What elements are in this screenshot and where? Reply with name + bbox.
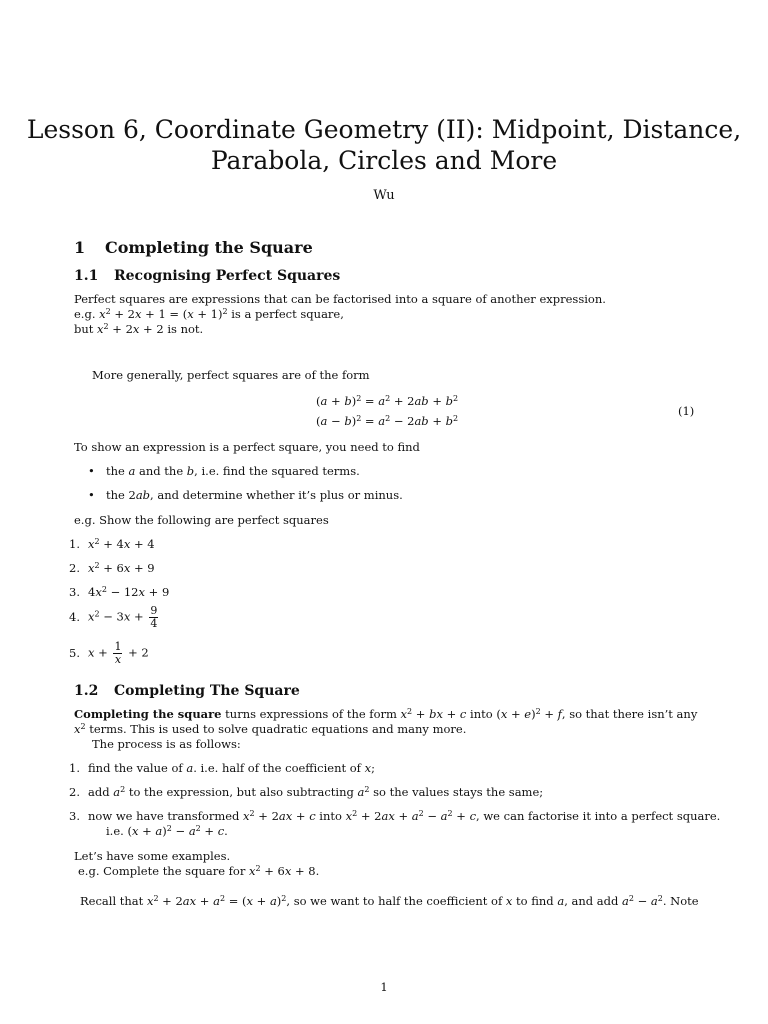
section-title: Completing the Square: [105, 238, 313, 257]
subsection-title: Recognising Perfect Squares: [114, 268, 341, 284]
paragraph-completing-square-line-1: Completing the square turns expressions of the form $x^2$ + bx + c into $(x + e)^2 + f$, so that there isn’t any: [74, 707, 698, 721]
paragraph-process: The process is as follows:: [92, 737, 241, 751]
fraction-nine-fourths: $\frac{9}{4}$: [150, 604, 158, 630]
list-item-3: 3. $4x^2 - 12x + 9$: [69, 585, 170, 599]
paper-title: [0, 114, 768, 176]
equation-number: (1): [678, 404, 695, 418]
page-number: 1: [380, 980, 388, 994]
subsection-heading-1-1: [74, 268, 340, 284]
step-item-3: 3. now we have transformed $x^2 + 2ax + c$ into $x^2 + 2ax + a^2 - a^2 + c$, we can factorise it into a perfect square.: [69, 809, 721, 823]
paragraph-more-generally: More generally, perfect squares are of the form: [92, 368, 370, 382]
author: Wu: [373, 188, 395, 203]
step-item-3-ie: i.e. $(x + a)^2 - a^2 + c$.: [106, 824, 228, 838]
fraction-one-over-x: $\frac{1}{x}$: [114, 640, 122, 666]
paragraph-recall: Recall that $x^2 + 2ax + a^2 = (x + a)^2$, so we want to half the coefficient of x to find a, and add $a^2 - a^2$. Note: [80, 894, 699, 908]
subsection-title: Completing The Square: [114, 683, 300, 699]
list-item-2: 2. $x^2 + 6x + 9$: [69, 561, 155, 575]
title-line-1: Lesson 6, Coordinate Geometry (II): Midpoint, Distance,: [26, 115, 742, 144]
example-perfect-square: e.g. $x^2 + 2x + 1 = (x + 1)^2$ is a perfect square,: [74, 307, 344, 321]
list-item-5: 5. x + $\frac{1}{x}$ + 2: [69, 640, 149, 666]
list-item-1: 1. $x^2 + 4x + 4$: [69, 537, 155, 551]
section-number: 1: [74, 238, 86, 257]
subsection-number: 1.2: [74, 683, 99, 699]
paragraph-examples: Let’s have some examples.: [74, 849, 231, 863]
bullet-item-2: • the 2ab, and determine whether it’s plus or minus.: [88, 488, 403, 502]
section-heading-1: [74, 238, 313, 257]
paragraph-eg-show: e.g. Show the following are perfect squares: [74, 513, 329, 527]
paragraph-perfect-squares: Perfect squares are expressions that can be factorised into a square of another expression.: [74, 292, 606, 306]
step-item-2: 2. add $a^2$ to the expression, but also subtracting $a^2$ so the values stays the same;: [69, 785, 544, 799]
list-item-4: 4. $x^2 - 3x$ + $\frac{9}{4}$: [69, 604, 158, 630]
subsection-number: 1.1: [74, 268, 99, 284]
example-complete-square: e.g. Complete the square for $x^2 + 6x + 8$.: [78, 864, 320, 878]
step-item-1: 1. find the value of a. i.e. half of the coefficient of x;: [69, 761, 375, 775]
paragraph-to-show: To show an expression is a perfect square, you need to find: [74, 440, 420, 454]
equation-line-2: $(a - b)^2 = a^2 - 2ab + b^2$: [316, 414, 459, 428]
paragraph-completing-square-line-2: $x^2$ terms. This is used to solve quadratic equations and many more.: [74, 722, 467, 736]
example-not-perfect-square: but $x^2 + 2x + 2$ is not.: [74, 322, 204, 336]
equation-line-1: $(a + b)^2 = a^2 + 2ab + b^2$: [316, 394, 459, 408]
bullet-item-1: • the a and the b, i.e. find the squared terms.: [88, 464, 360, 478]
title-line-2: Parabola, Circles and More: [210, 146, 558, 175]
subsection-heading-1-2: [74, 683, 300, 699]
